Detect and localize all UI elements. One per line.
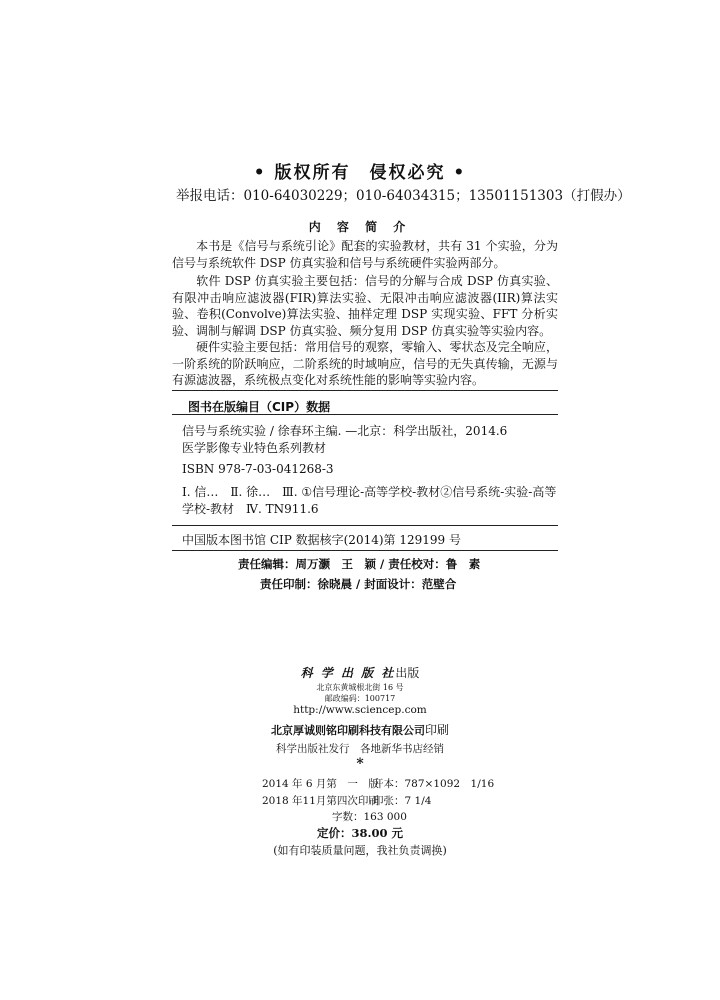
price-line: 定价：38.00 元: [316, 826, 403, 840]
cip-bottom-rule: [172, 550, 558, 551]
summary-paragraph-1-text: 本书是《信号与系统引论》配套的实验教材，共有 31 个实验，分为信号与系统软件 DSP 仿真实验和信号与系统硬件实验两部分。: [172, 239, 558, 270]
editors-line-2: 责任印制：徐晓晨 / 封面设计：范壁合: [260, 577, 457, 591]
words-line: 字数：163 000: [332, 811, 407, 823]
summary-paragraph-1: [172, 238, 558, 271]
publisher-postcode: 邮政编码：100717: [324, 694, 396, 703]
printer-line: [0, 721, 720, 738]
publisher-name: 科 学 出 版 社: [300, 666, 396, 680]
summary-paragraph-3: [172, 339, 558, 389]
quality-note: (如有印装质量问题，我社负责调换): [273, 844, 447, 857]
cip-top-rule: [172, 390, 558, 391]
cip-library-line: 中国版本图书馆 CIP 数据核字(2014)第 129199 号: [182, 533, 461, 547]
publisher-line: [0, 664, 720, 681]
publisher-url: http://www.sciencep.com: [293, 704, 427, 716]
cip-header-rule: [172, 414, 558, 415]
cip-header: 图书在版编目（CIP）数据: [188, 400, 331, 414]
printing-line: 2018 年11月第四次印刷: [262, 795, 379, 807]
copyright-title: • 版权所有 侵权必究 •: [253, 163, 467, 183]
edition-line: 2014 年 6 月第 一 版: [262, 778, 379, 790]
divider-asterisk: *: [356, 756, 364, 772]
format-line: 开本：787×1092 1/16: [373, 778, 495, 790]
editors-line-1: 责任编辑：周万灏 王 颖 / 责任校对：鲁 素: [238, 557, 481, 571]
printer-name: 北京厚诚则铭印刷科技有限公司: [270, 724, 425, 737]
printer-suffix: 印刷: [424, 723, 449, 737]
cip-series-line: 医学影像专业特色系列教材: [182, 441, 327, 455]
sheets-line: 印张：7 1/4: [373, 795, 432, 807]
summary-paragraph-2: [172, 273, 558, 339]
cip-title-line: 信号与系统实验 / 徐春环主编. —北京：科学出版社，2014.6: [182, 424, 508, 438]
cip-mid-rule: [172, 525, 558, 526]
report-phone-line: 举报电话：010-64030229；010-64034315；13501151303（打假办）: [176, 188, 631, 204]
cip-isbn: ISBN 978-7-03-041268-3: [182, 462, 334, 476]
distribution-line: 科学出版社发行 各地新华书店经销: [276, 743, 444, 755]
summary-paragraph-2-text: 软件 DSP 仿真实验主要包括：信号的分解与合成 DSP 仿真实验、有限冲击响应滤波器(FIR)算法实验、无限冲击响应滤波器(IIR)算法实验、卷积(Convolve)算法实验、抽样定理 DSP 实现实验、FFT 分析实验、调制与解调 DSP 仿真实验、频分复用 DSP 仿真实验等实验内容。: [172, 274, 558, 338]
publisher-address: 北京东黄城根北街 16 号: [316, 683, 404, 692]
summary-title: 内 容 简 介: [308, 220, 412, 234]
publisher-suffix: 出版: [395, 666, 420, 680]
cip-classification: Ⅰ. 信… Ⅱ. 徐… Ⅲ. ①信号理论-高等学校-教材②信号系统-实验-高等学校-教材 Ⅳ. TN911.6: [182, 485, 557, 516]
summary-paragraph-3-text: 硬件实验主要包括：常用信号的观察，零输入、零状态及完全响应，一阶系统的阶跃响应，二阶系统的时域响应，信号的无失真传输，无源与有源滤波器，系统极点变化对系统性能的影响等实验内容。: [172, 340, 558, 387]
